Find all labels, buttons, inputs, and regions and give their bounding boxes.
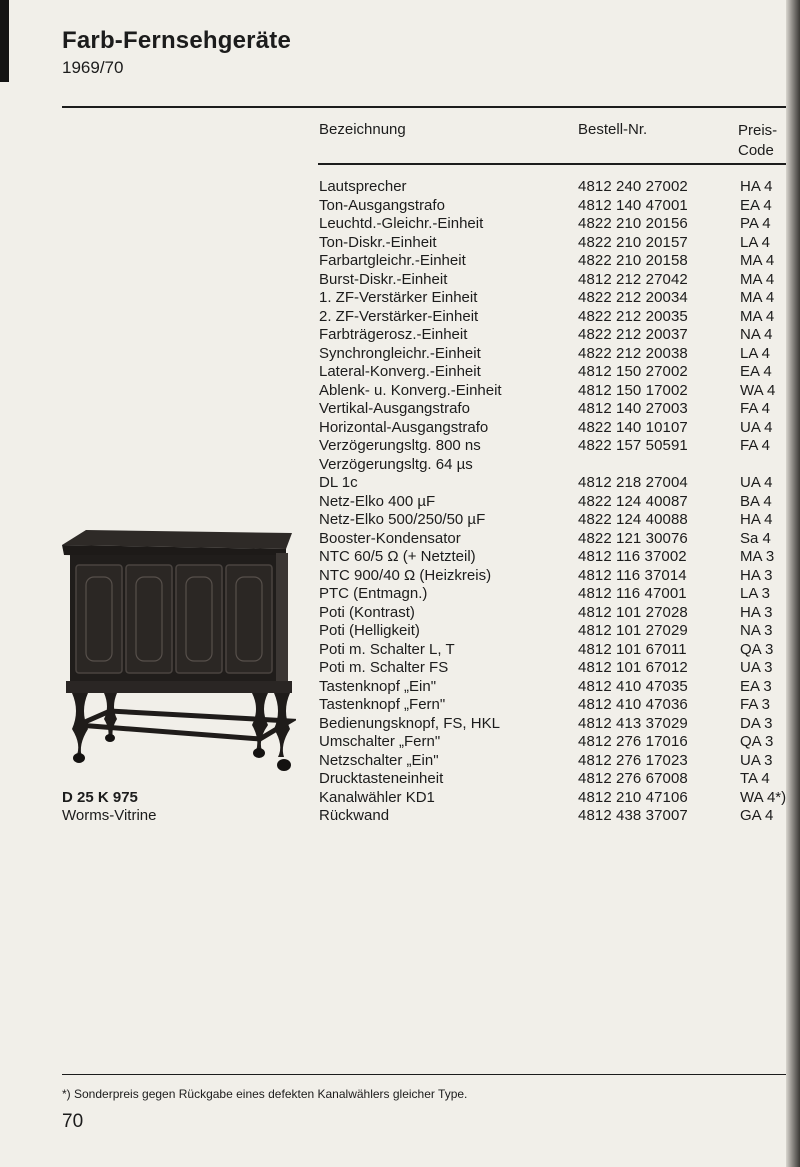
order-number: 4822 210 20158 (578, 252, 688, 269)
price-code: WA 4 (740, 381, 776, 399)
column-header-name: Bezeichnung (319, 121, 406, 138)
part-name: Umschalter „Fern" (319, 733, 441, 750)
price-code: NA 4 (740, 326, 773, 343)
part-name: Bedienungsknopf, FS, HKL (319, 714, 500, 732)
price-code: BA 4 (740, 492, 772, 510)
part-name: Kanalwähler KD1 (319, 788, 435, 806)
part-name: Booster-Kondensator (319, 529, 461, 547)
part-name: Tastenknopf „Fern" (319, 696, 446, 713)
order-number: 4812 212 27042 (578, 270, 688, 288)
order-number: 4822 124 40088 (578, 511, 688, 528)
part-name: Farbartgleichr.-Einheit (319, 252, 466, 269)
table-row (0, 308, 800, 327)
price-code: FA 4 (740, 400, 771, 417)
order-number: 4812 150 17002 (578, 381, 688, 399)
table-row (0, 178, 800, 197)
price-code: HA 3 (740, 566, 773, 584)
part-name: Rückwand (319, 807, 390, 824)
price-code: FA 3 (740, 696, 771, 713)
order-number: 4812 210 47106 (578, 788, 688, 806)
price-code: LA 3 (740, 585, 771, 602)
column-header-price-code: Preis- Code (738, 122, 778, 159)
order-number: 4822 210 20156 (578, 215, 688, 232)
order-number: 4822 140 10107 (578, 418, 688, 436)
order-number: 4822 212 20037 (578, 326, 688, 343)
order-number: 4812 140 47001 (578, 196, 688, 214)
model-name: Worms-Vitrine (62, 807, 157, 824)
price-code: MA 3 (740, 548, 775, 565)
page-number: 70 (62, 1111, 84, 1132)
table-row (0, 234, 800, 253)
price-code: MA 4 (740, 307, 775, 325)
part-name: Horizontal-Ausgangstrafo (319, 418, 489, 436)
order-number: 4812 218 27004 (578, 474, 688, 491)
order-number: 4812 116 47001 (578, 585, 687, 602)
order-number: 4812 413 37029 (578, 714, 688, 732)
part-name: Lateral-Konverg.-Einheit (319, 363, 481, 380)
footer-rule (62, 1074, 786, 1075)
part-name: Verzögerungsltg. 64 µs (319, 455, 473, 473)
order-number: 4812 101 27029 (578, 622, 688, 639)
order-number: 4812 410 47036 (578, 696, 688, 713)
part-name: Netzschalter „Ein" (319, 751, 439, 769)
table-row (0, 419, 800, 438)
order-number: 4822 212 20034 (578, 289, 688, 306)
footnote: *) Sonderpreis gegen Rückgabe eines defekten Kanalwählers gleicher Type. (62, 1087, 468, 1101)
order-number: 4812 438 37007 (578, 807, 688, 824)
order-number: 4822 157 50591 (578, 437, 688, 454)
price-code: TA 4 (740, 770, 770, 787)
page-subtitle: 1969/70 (62, 58, 124, 77)
table-row (0, 271, 800, 290)
order-number: 4812 101 27028 (578, 603, 688, 621)
price-code: UA 3 (740, 659, 773, 676)
table-row (0, 345, 800, 364)
model-number: D 25 K 975 (62, 789, 138, 806)
order-number: 4812 276 17023 (578, 751, 688, 769)
part-name: Synchrongleichr.-Einheit (319, 344, 481, 362)
price-code: Sa 4 (740, 529, 771, 547)
price-code: MA 4 (740, 289, 775, 306)
price-code: MA 4 (740, 270, 775, 288)
part-name: Poti (Helligkeit) (319, 622, 420, 639)
price-code: QA 3 (740, 640, 774, 658)
column-header-order-number: Bestell-Nr. (578, 121, 648, 138)
price-code: QA 3 (740, 733, 774, 750)
price-code: UA 3 (740, 751, 773, 769)
order-number: 4812 140 27003 (578, 400, 688, 417)
part-name: 2. ZF-Verstärker-Einheit (319, 307, 479, 325)
table-row (0, 363, 800, 382)
order-number: 4822 121 30076 (578, 529, 688, 547)
price-code: UA 4 (740, 418, 773, 436)
table-row (0, 474, 800, 493)
price-code: FA 4 (740, 437, 771, 454)
part-name: PTC (Entmagn.) (319, 585, 428, 602)
page-edge-mark (0, 0, 9, 82)
order-number: 4812 276 17016 (578, 733, 688, 750)
order-number: 4822 210 20157 (578, 233, 688, 251)
price-code: DA 3 (740, 714, 773, 732)
order-number: 4812 276 67008 (578, 770, 688, 787)
table-row (0, 197, 800, 216)
order-number: 4812 410 47035 (578, 677, 688, 695)
part-name: 1. ZF-Verstärker Einheit (319, 289, 478, 306)
part-name: Leuchtd.-Gleichr.-Einheit (319, 215, 484, 232)
table-row (0, 456, 800, 475)
price-code: LA 4 (740, 233, 771, 251)
part-name: Ablenk- u. Konverg.-Einheit (319, 381, 502, 399)
price-code: EA 4 (740, 196, 772, 214)
part-name: Tastenknopf „Ein" (319, 677, 437, 695)
part-name: Verzögerungsltg. 800 ns (319, 437, 481, 454)
part-name: Ton-Ausgangstrafo (319, 196, 445, 214)
top-rule (62, 106, 786, 108)
part-name: Netz-Elko 500/250/50 µF (319, 511, 486, 528)
price-code: PA 4 (740, 215, 771, 232)
price-code: MA 4 (740, 252, 775, 269)
table-row (0, 326, 800, 345)
part-name: Lautsprecher (319, 178, 407, 195)
price-code: HA 4 (740, 511, 773, 528)
table-row (0, 382, 800, 401)
price-code: EA 3 (740, 677, 772, 695)
order-number: 4812 101 67012 (578, 659, 688, 676)
part-name: Farbträgerosz.-Einheit (319, 326, 468, 343)
part-name: Ton-Diskr.-Einheit (319, 233, 437, 251)
order-number: 4822 212 20035 (578, 307, 688, 325)
order-number: 4812 150 27002 (578, 363, 688, 380)
table-row (0, 252, 800, 271)
price-code: HA 3 (740, 603, 773, 621)
price-code: GA 4 (740, 807, 774, 824)
order-number: 4822 212 20038 (578, 344, 688, 362)
part-name: Poti m. Schalter FS (319, 659, 449, 676)
part-name: DL 1c (319, 474, 358, 491)
part-name: NTC 60/5 Ω (+ Netzteil) (319, 548, 476, 565)
table-row (0, 289, 800, 308)
part-name: Burst-Diskr.-Einheit (319, 270, 448, 288)
table-row (0, 493, 800, 512)
price-code: UA 4 (740, 474, 773, 491)
table-row (0, 400, 800, 419)
price-code: EA 4 (740, 363, 772, 380)
price-code: HA 4 (740, 178, 773, 195)
price-code: NA 3 (740, 622, 773, 639)
part-name: NTC 900/40 Ω (Heizkreis) (319, 566, 492, 584)
order-number: 4812 116 37002 (578, 548, 687, 565)
price-code: LA 4 (740, 344, 771, 362)
part-name: Vertikal-Ausgangstrafo (319, 400, 470, 417)
page-title: Farb-Fernsehgeräte (62, 27, 291, 54)
order-number: 4812 101 67011 (578, 640, 687, 658)
order-number: 4812 240 27002 (578, 178, 688, 195)
table-row (0, 215, 800, 234)
part-name: Netz-Elko 400 µF (319, 492, 436, 510)
order-number: 4822 124 40087 (578, 492, 688, 510)
part-name: Drucktasteneinheit (319, 770, 444, 787)
part-name: Poti (Kontrast) (319, 603, 415, 621)
table-row (0, 437, 800, 456)
part-name: Poti m. Schalter L, T (319, 640, 455, 658)
header-rule (318, 163, 786, 165)
order-number: 4812 116 37014 (578, 566, 687, 584)
price-code: WA 4*) (740, 788, 787, 806)
cabinet-illustration (60, 525, 296, 782)
